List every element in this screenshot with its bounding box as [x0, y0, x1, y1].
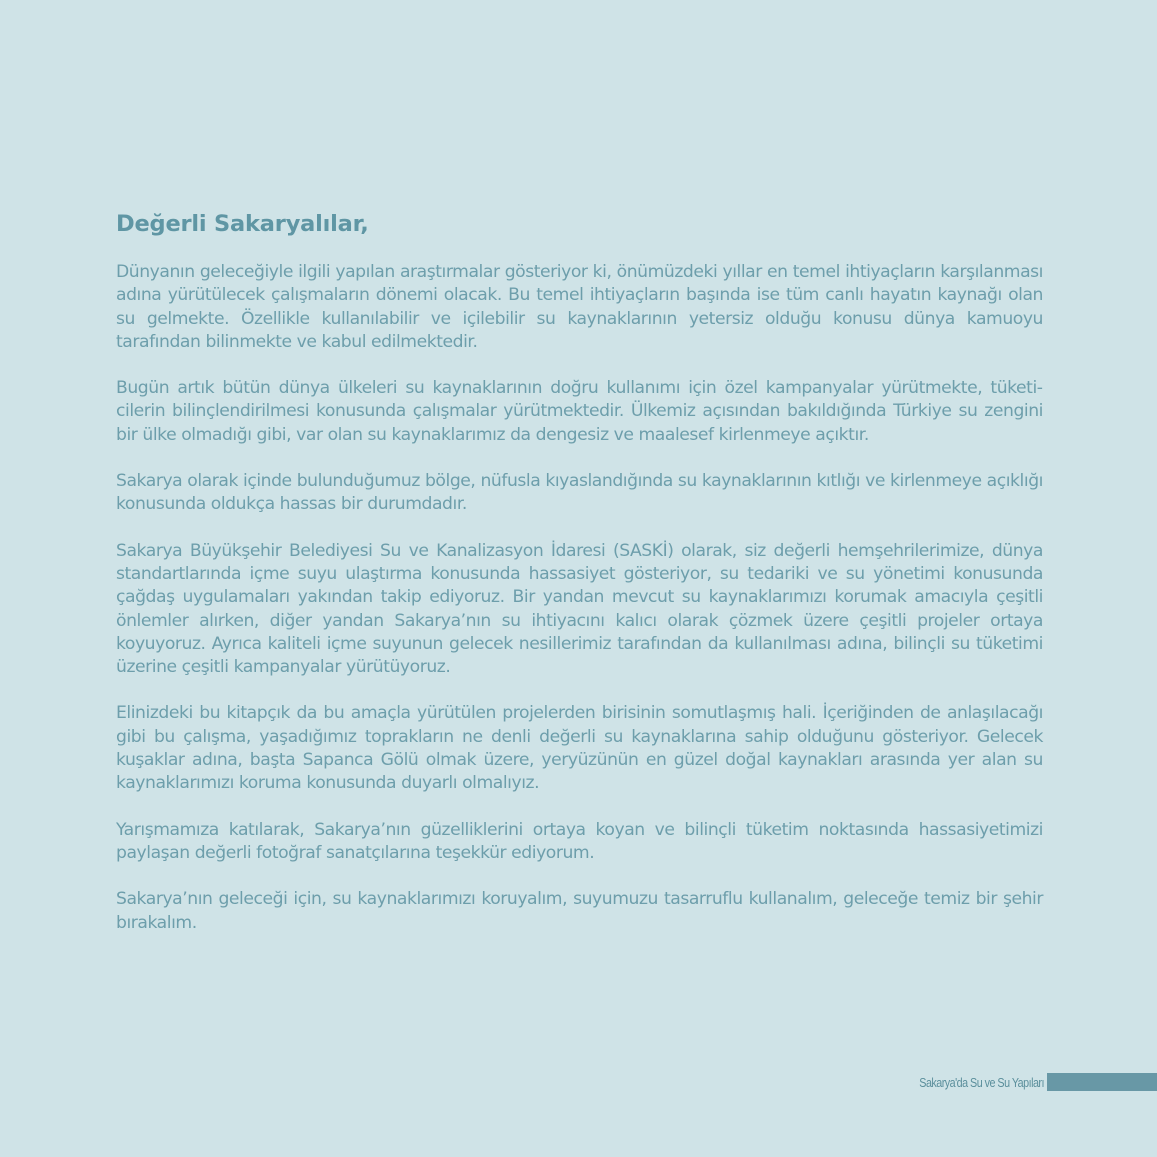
letter-paragraph-3: Sakarya olarak içinde bulunduğumuz bölge, nüfusla kıyaslandığında su kaynaklarının kıtlığı ve kirlenmeye açıklığı konusunda oldukça hassas bir durumdadır. — [116, 471, 1043, 515]
letter-body — [116, 208, 1043, 958]
letter-paragraph-6: Yarışmamıza katılarak, Sakarya’nın güzelliklerini ortaya koyan ve bilinçli tüketim noktasında hassasiyetimizi paylaşan değerli fotoğraf sanatçılarına teşekkür ediyorum. — [116, 819, 1043, 863]
letter-paragraph-5: Elinizdeki bu kitapçık da bu amaçla yürütülen projelerden birisinin somutlaşmış hali. İçeriğinden de anlaşılacağı gibi bu çalışma, yaşadığımız toprakların ne denli değerli su kaynaklarına sahip olduğunu gösteriyor. Gelecek kuşaklar adına, başta Sapanca Gölü olmak üzere, yeryüzünün en güzel doğal kaynakları arasında yer alan su kaynaklarımızı koruma konusunda duyarlı olmalıyız. — [116, 703, 1043, 794]
footer-accent-bar — [1047, 1073, 1157, 1091]
letter-paragraph-2: Bugün artık bütün dünya ülkeleri su kaynaklarının doğru kullanımı için özel kampanyalar yürütmekte, tüketicilerin bilinçlendirilmesi konusunda çalışmalar yürütmektedir. Ülkemiz açısından bakıldığında Türkiye su zengini bir ülke olmadığı gibi, var olan su kaynaklarımız da dengesiz ve maalesef kirlenmeye açıktır. — [116, 378, 1043, 445]
letter-greeting: Değerli Sakaryalılar, — [116, 211, 369, 237]
letter-paragraph-4: Sakarya Büyükşehir Belediyesi Su ve Kanalizasyon İdaresi (SASKİ) olarak, siz değerli hemşehrilerimize, dünya standartlarında içme suyu ulaştırma konusunda hassasiyet gösteriyor, su tedariki ve su yönetimi konusunda çağdaş uygulamaları yakından takip ediyoruz. Bir yandan mevcut su kaynaklarımızı korumak amacıyla çeşitli önlemler alırken, diğer yandan Sakarya’nın su ihtiyacını kalıcı olarak çözmek üzere çeşitli projeler ortaya koyuyoruz. Ayrıca kaliteli içme suyunun gelecek nesillerimiz tarafından da kullanılması adına, bilinçli su tüketimi üzerine çeşitli kampanyalar yürütüyoruz. — [116, 540, 1043, 678]
letter-paragraph-7: Sakarya’nın geleceği için, su kaynaklarımızı koruyalım, suyumuzu tasarruflu kullanalım, geleceğe temiz bir şehir bırakalım. — [116, 889, 1043, 933]
running-footer-title: Sakarya'da Su ve Su Yapıları — [919, 1076, 1044, 1090]
letter-paragraph-1: Dünyanın geleceğiyle ilgili yapılan araştırmalar gösteriyor ki, önümüzdeki yıllar en temel ihtiyaçların karşılanması adına yürütülecek çalışmaların dönemi olacak. Bu temel ihtiyaçların başında ise tüm canlı hayatın kaynağı olan su gelmekte. Özellikle kullanılabilir ve içilebilir su kaynaklarının yetersiz olduğu konusu dünya kamuoyu tarafından bilinmekte ve kabul edilmektedir. — [116, 262, 1043, 352]
